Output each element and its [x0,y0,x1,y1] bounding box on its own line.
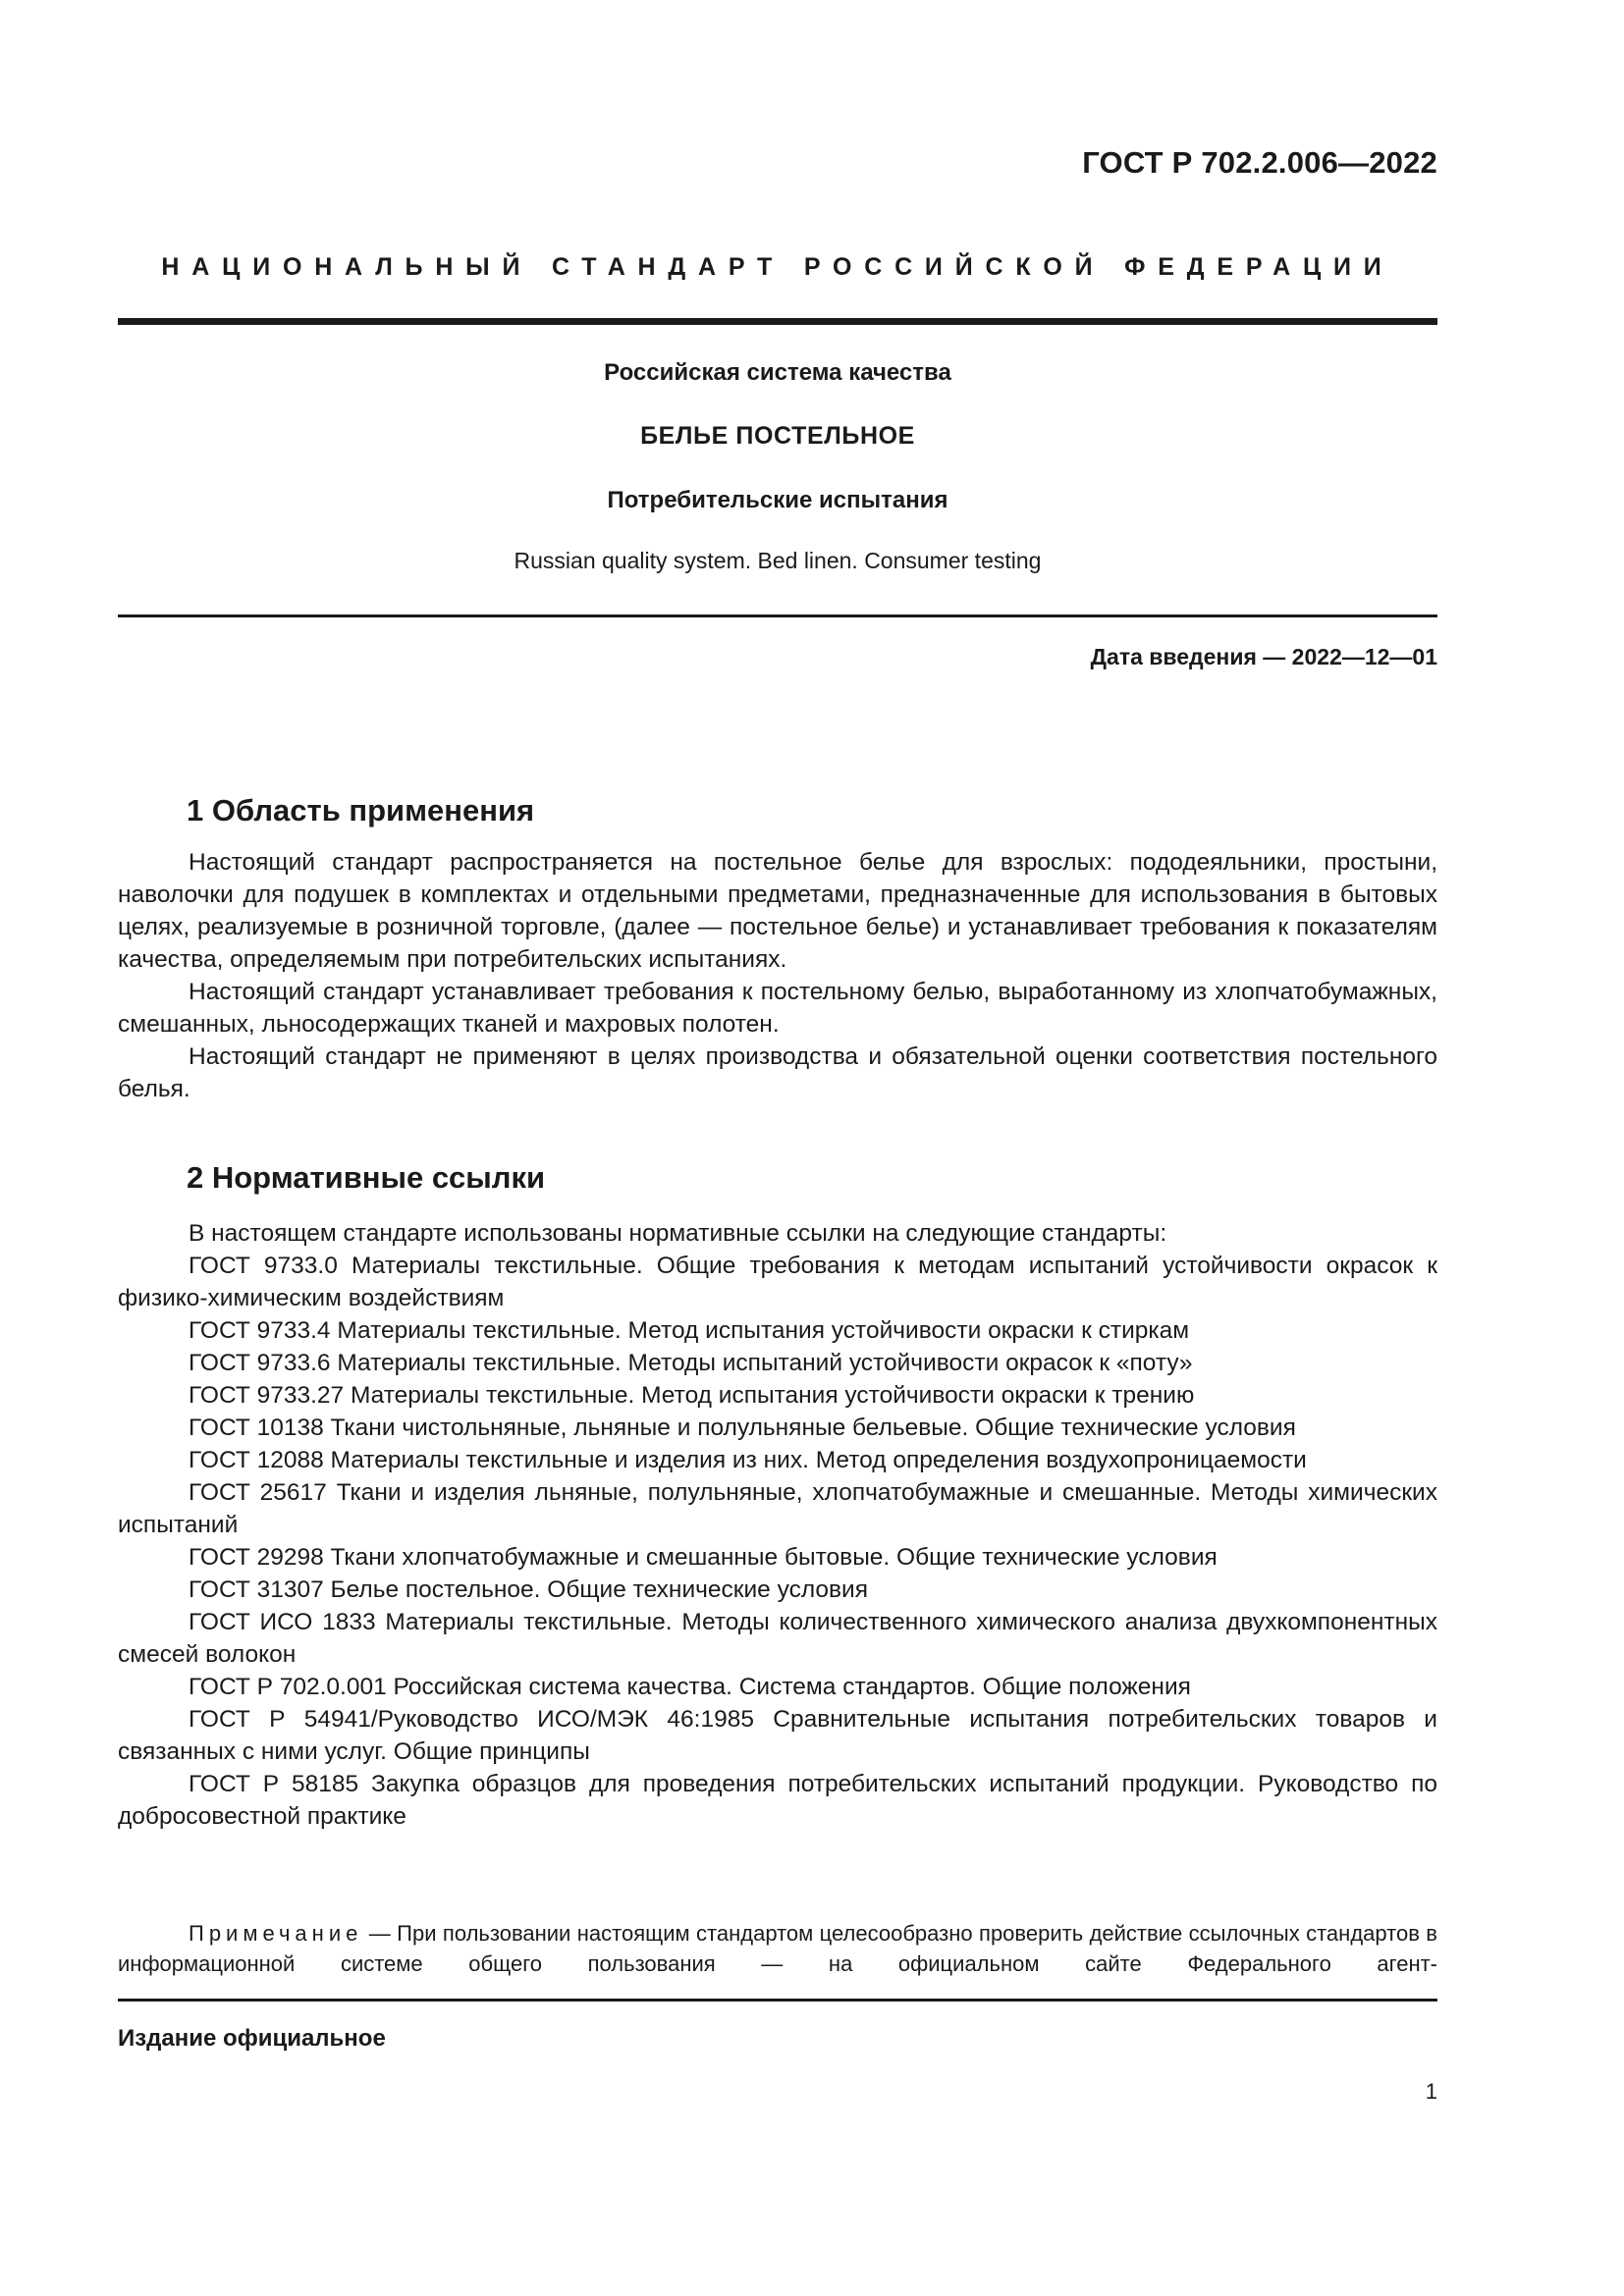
reference-item: ГОСТ 31307 Белье постельное. Общие технические условия [189,1576,869,1603]
section-2-body [118,1217,1437,1833]
reference-item: ГОСТ 9733.6 Материалы текстильные. Методы испытаний устойчивости окрасок к «поту» [189,1350,1193,1376]
standard-number: ГОСТ Р 702.2.006—2022 [1082,145,1437,180]
national-standard-label: НАЦИОНАЛЬНЫЙ СТАНДАРТ РОССИЙСКОЙ ФЕДЕРАЦИИ [161,253,1394,281]
note-label: Примечание [189,1921,363,1946]
header-divider [118,318,1437,325]
introduction-date: Дата введения — 2022—12—01 [1090,644,1437,669]
official-edition-label: Издание официальное [118,2025,386,2052]
footer-divider [118,1999,1437,2002]
section-1-heading: 1 Область применения [187,793,535,828]
reference-item: ГОСТ 29298 Ткани хлопчатобумажные и смешанные бытовые. Общие технические условия [189,1544,1218,1571]
title-divider [118,614,1437,617]
paragraph: Настоящий стандарт не применяют в целях производства и обязательной оценки соответствия постельного белья. [118,1043,1437,1102]
reference-item: ГОСТ Р 58185 Закупка образцов для проведения потребительских испытаний продукции. Руководство по добросовестной практике [118,1771,1437,1830]
reference-item: ГОСТ Р 54941/Руководство ИСО/МЭК 46:1985 Сравнительные испытания потребительских товаров и связанных с ними услуг. Общие принципы [118,1706,1437,1765]
reference-item: ГОСТ 9733.0 Материалы текстильные. Общие требования к методам испытаний устойчивости окрасок к физико-химическим воздействиям [118,1253,1437,1311]
sub-title: Потребительские испытания [607,487,948,513]
reference-item: ГОСТ Р 702.0.001 Российская система качества. Система стандартов. Общие положения [189,1674,1191,1700]
reference-item: ГОСТ 10138 Ткани чистольняные, льняные и полульняные бельевые. Общие технические условия [189,1415,1296,1441]
paragraph: В настоящем стандарте использованы нормативные ссылки на следующие стандарты: [189,1220,1167,1247]
page-number: 1 [1425,2079,1437,2104]
reference-item: ГОСТ 9733.27 Материалы текстильные. Метод испытания устойчивости окраски к трению [189,1382,1195,1409]
system-title: Российская система качества [604,359,951,386]
note-text: — При пользовании настоящим стандартом целесообразно проверить действие ссылочных стандартов в информационной системе общего пользования — на официальном сайте Федерального агент- [118,1921,1437,1976]
reference-item: ГОСТ 9733.4 Материалы текстильные. Метод испытания устойчивости окраски к стиркам [189,1317,1190,1344]
section-1-body [118,846,1437,1105]
reference-item: ГОСТ ИСО 1833 Материалы текстильные. Методы количественного химического анализа двухкомпонентных смесей волокон [118,1609,1437,1668]
paragraph: Настоящий стандарт распространяется на постельное белье для взрослых: пододеяльники, простыни, наволочки для подушек в комплектах и отдельными предметами, предназначенные для использования в бытовых целях, реализуемые в розничной торговле, (далее — постельное белье) и устанавливает требования к показателям качества, определяемым при потребительских испытаниях. [118,849,1437,973]
note [118,1918,1437,1979]
reference-item: ГОСТ 12088 Материалы текстильные и изделия из них. Метод определения воздухопроницаемости [189,1447,1307,1473]
paragraph: Настоящий стандарт устанавливает требования к постельному белью, выработанному из хлопчатобумажных, смешанных, льносодержащих тканей и махровых полотен. [118,979,1437,1038]
main-title: БЕЛЬЕ ПОСТЕЛЬНОЕ [640,422,915,450]
reference-item: ГОСТ 25617 Ткани и изделия льняные, полульняные, хлопчатобумажные и смешанные. Методы химических испытаний [118,1479,1437,1538]
english-title: Russian quality system. Bed linen. Consumer testing [514,548,1042,573]
section-2-heading: 2 Нормативные ссылки [187,1160,546,1195]
